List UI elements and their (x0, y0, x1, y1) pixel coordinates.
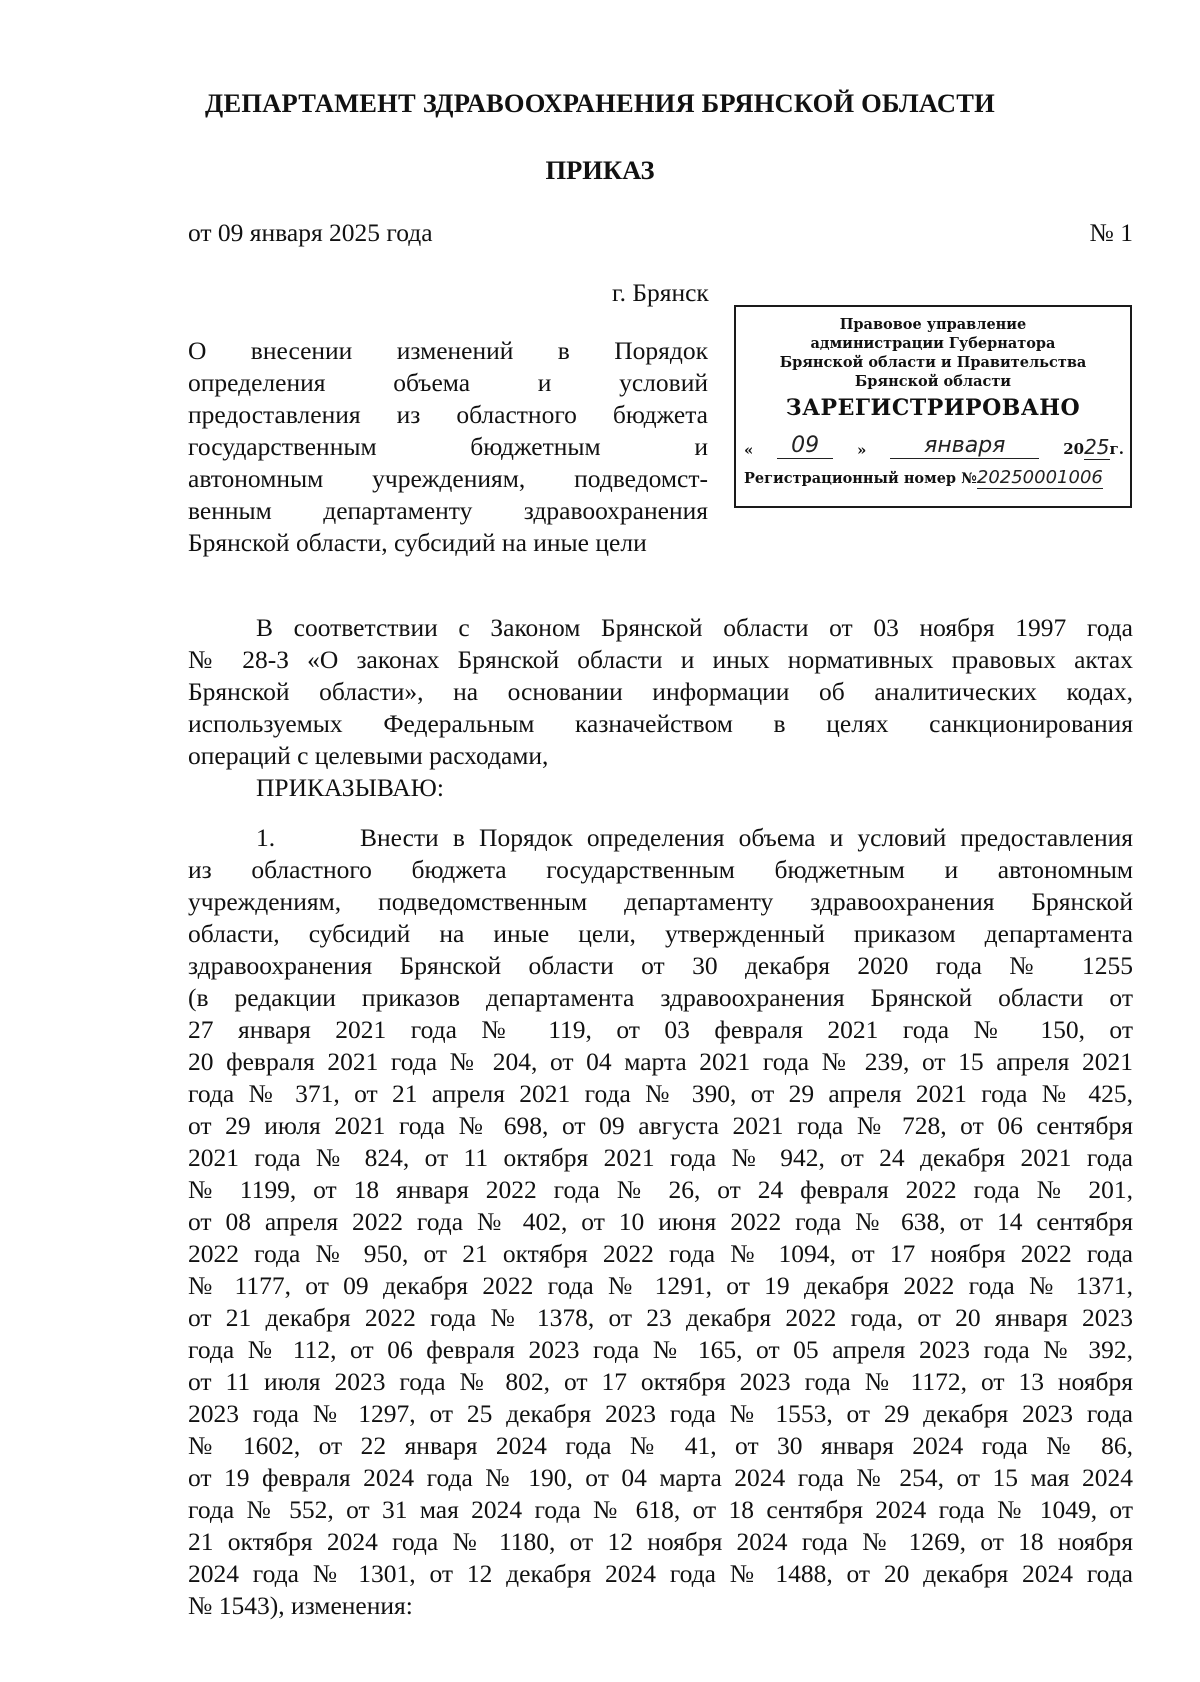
item-line: 2023 года № 1297, от 25 декабря 2023 года № 1553, от 29 декабря 2023 года (188, 1399, 1133, 1428)
item-line: области, субсидий на иные цели, утвержденный приказом департамента (188, 919, 1133, 948)
item-line: (в редакции приказов департамента здравоохранения Брянской области от (188, 983, 1133, 1012)
order-city: г. Брянск (612, 278, 709, 307)
item-line: 1. Внести в Порядок определения объема и условий предоставления (256, 823, 1133, 852)
preamble-line: используемых Федеральным казначейством в целях санкционирования (188, 709, 1133, 738)
item-line: от 11 июля 2023 года № 802, от 17 октября 2023 года № 1172, от 13 ноября (188, 1367, 1133, 1396)
department-title: ДЕПАРТАМЕНТ ЗДРАВООХРАНЕНИЯ БРЯНСКОЙ ОБЛАСТИ (205, 88, 995, 118)
stamp-year-prefix: 20 (1063, 440, 1085, 458)
order-number: № 1 (1089, 218, 1133, 247)
item-line: № 1199, от 18 января 2022 года № 26, от 24 февраля 2022 года № 201, (188, 1175, 1133, 1204)
item-line: 27 января 2021 года № 119, от 03 февраля 2021 года № 150, от (188, 1015, 1133, 1044)
item-line: от 08 апреля 2022 года № 402, от 10 июня 2022 года № 638, от 14 сентября (188, 1207, 1133, 1236)
registration-stamp (734, 305, 1132, 508)
preamble (188, 612, 1133, 804)
stamp-reg-number: 20250001006 (976, 467, 1103, 488)
item-line: года № 552, от 31 мая 2024 года № 618, от 18 сентября 2024 года № 1049, от (188, 1495, 1133, 1524)
item-line: года № 371, от 21 апреля 2021 года № 390, от 29 апреля 2021 года № 425, (188, 1079, 1133, 1108)
stamp-org-line: Брянской области и Правительства (779, 354, 1087, 371)
item-line: № 1602, от 22 января 2024 года № 41, от 30 января 2024 года № 86, (188, 1431, 1133, 1460)
preamble-line: В соответствии с Законом Брянской области от 03 ноября 1997 года (256, 613, 1133, 642)
order-word: ПРИКАЗЫВАЮ: (256, 773, 444, 802)
item-line: 2021 года № 824, от 11 октября 2021 года № 942, от 24 декабря 2021 года (188, 1143, 1133, 1172)
stamp-date: « 09 » января 2025г. (744, 433, 1124, 459)
item-line: 20 февраля 2021 года № 204, от 04 марта 2021 года № 239, от 15 апреля 2021 (188, 1047, 1133, 1076)
item-line: 21 октября 2024 года № 1180, от 12 ноября 2024 года № 1269, от 18 ноября (188, 1527, 1133, 1556)
preamble-line: Брянской области», на основании информации об аналитических кодах, (188, 677, 1133, 706)
item-line: учреждениям, подведомственным департаменту здравоохранения Брянской (188, 887, 1133, 916)
stamp-org-line: администрации Губернатора (810, 335, 1056, 352)
stamp-registered: ЗАРЕГИСТРИРОВАНО (785, 395, 1081, 421)
item-line: от 21 декабря 2022 года № 1378, от 23 декабря 2022 года, от 20 января 2023 (188, 1303, 1133, 1332)
subject-line: Брянской области, субсидий на иные цели (188, 528, 647, 557)
stamp-month: января (890, 433, 1039, 459)
item-line: № 1177, от 09 декабря 2022 года № 1291, от 19 декабря 2022 года № 1371, (188, 1271, 1133, 1300)
stamp-day: 09 (777, 433, 833, 459)
item-1 (188, 822, 1133, 1622)
subject-line: определения объема и условий (188, 368, 708, 397)
item-line: от 19 февраля 2024 года № 190, от 04 марта 2024 года № 254, от 15 мая 2024 (188, 1463, 1133, 1492)
stamp-reg-label: Регистрационный номер № (744, 470, 977, 487)
stamp-year-suffix: 25 (1084, 435, 1110, 459)
stamp-org-line: Правовое управление (839, 316, 1027, 333)
stamp-reg-number-line (736, 467, 1130, 488)
subject-line: О внесении изменений в Порядок (188, 336, 708, 365)
stamp-org-line: Брянской области (854, 373, 1012, 390)
item-line: года № 112, от 06 февраля 2023 года № 165, от 05 апреля 2023 года № 392, (188, 1335, 1133, 1364)
order-body (188, 612, 1133, 1622)
subject-line: венным департаменту здравоохранения (188, 496, 708, 525)
item-line: от 29 июля 2021 года № 698, от 09 августа 2021 года № 728, от 06 сентября (188, 1111, 1133, 1140)
subject-line: предоставления из областного бюджета (188, 400, 708, 429)
stamp-year-unit: г. (1109, 440, 1124, 458)
preamble-line: № 28-З «О законах Брянской области и иных нормативных правовых актах (188, 645, 1133, 674)
item-line: 2024 года № 1301, от 12 декабря 2024 года № 1488, от 20 декабря 2024 года (188, 1559, 1133, 1588)
item-line: № 1543), изменения: (188, 1591, 413, 1620)
subject-line: автономным учреждениям, подведомст- (188, 464, 708, 493)
item-line: из областного бюджета государственным бюджетным и автономным (188, 855, 1133, 884)
document-type: ПРИКАЗ (545, 155, 655, 185)
subject-line: государственным бюджетным и (188, 432, 708, 461)
item-line: 2022 года № 950, от 21 октября 2022 года № 1094, от 17 ноября 2022 года (188, 1239, 1133, 1268)
order-subject (188, 335, 708, 559)
preamble-line: операций с целевыми расходами, (188, 741, 549, 770)
item-line: здравоохранения Брянской области от 30 декабря 2020 года № 1255 (188, 951, 1133, 980)
order-date: от 09 января 2025 года (188, 218, 433, 247)
